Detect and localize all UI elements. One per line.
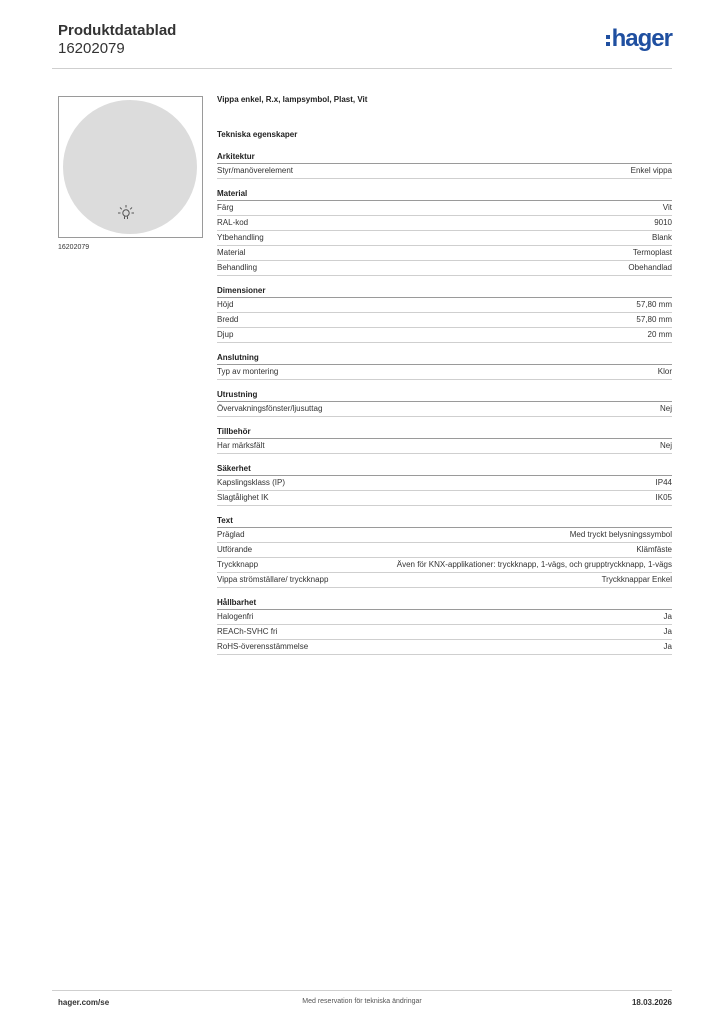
property-row <box>217 439 672 454</box>
property-label: Tryckknapp <box>217 560 259 569</box>
property-row <box>217 246 672 261</box>
document-title: Produktdatablad <box>58 22 177 39</box>
property-value: Nej <box>659 441 672 450</box>
property-value: 57,80 mm <box>636 300 672 309</box>
lamp-icon <box>117 203 135 221</box>
property-row <box>217 625 672 640</box>
property-row <box>217 558 672 573</box>
property-section <box>217 390 672 417</box>
property-value: Klor <box>657 367 672 376</box>
property-value: Enkel vippa <box>630 166 672 175</box>
hager-logo <box>606 27 672 51</box>
property-section <box>217 427 672 454</box>
property-label: Material <box>217 248 246 257</box>
document-number: 16202079 <box>58 40 125 57</box>
section-title: Anslutning <box>217 353 672 365</box>
property-section <box>217 152 672 179</box>
product-name: Vippa enkel, R.x, lampsymbol, Plast, Vit <box>217 95 368 104</box>
document-header <box>58 22 176 57</box>
property-row <box>217 491 672 506</box>
property-value: IP44 <box>655 478 672 487</box>
property-value: 57,80 mm <box>636 315 672 324</box>
property-row <box>217 298 672 313</box>
property-row <box>217 476 672 491</box>
footer-date: 18.03.2026 <box>631 998 672 1007</box>
property-value: Med tryckt belysningssymbol <box>569 530 672 539</box>
section-title: Tillbehör <box>217 427 672 439</box>
property-section <box>217 598 672 655</box>
property-value: Ja <box>663 642 672 651</box>
product-image <box>58 96 203 238</box>
property-label: RAL-kod <box>217 218 249 227</box>
property-section <box>217 286 672 343</box>
property-section <box>217 464 672 506</box>
property-label: Vippa strömställare/ tryckknapp <box>217 575 329 584</box>
section-title: Säkerhet <box>217 464 672 476</box>
property-row <box>217 573 672 588</box>
property-value: Tryckknappar Enkel <box>601 575 672 584</box>
product-content <box>217 95 672 665</box>
property-label: Djup <box>217 330 234 339</box>
section-title: Text <box>217 516 672 528</box>
property-label: Bredd <box>217 315 239 324</box>
property-value: Termoplast <box>632 248 672 257</box>
property-label: Höjd <box>217 300 234 309</box>
property-value: Blank <box>651 233 672 242</box>
property-value: Klämfäste <box>636 545 672 554</box>
property-row <box>217 231 672 246</box>
section-title: Material <box>217 189 672 201</box>
footer-website: hager.com/se <box>58 998 110 1007</box>
property-row <box>217 610 672 625</box>
logo-dots-icon <box>606 35 610 46</box>
property-value: 20 mm <box>647 330 672 339</box>
property-row <box>217 328 672 343</box>
property-value: 9010 <box>654 218 672 227</box>
section-title: Dimensioner <box>217 286 672 298</box>
property-label: Behandling <box>217 263 258 272</box>
property-row <box>217 365 672 380</box>
section-title: Arkitektur <box>217 152 672 164</box>
section-title: Utrustning <box>217 390 672 402</box>
property-row <box>217 216 672 231</box>
image-caption: 16202079 <box>58 244 90 251</box>
property-value: Även för KNX-applikationer: tryckknapp, 1-vägs, och grupptryckknapp, 1-vägs <box>396 560 672 569</box>
property-section <box>217 516 672 588</box>
property-row <box>217 313 672 328</box>
property-label: Halogenfri <box>217 612 254 621</box>
property-row <box>217 528 672 543</box>
property-row <box>217 164 672 179</box>
property-label: Ytbehandling <box>217 233 264 242</box>
property-value: Obehandlad <box>628 263 672 272</box>
property-label: Slagtålighet IK <box>217 493 269 502</box>
property-section <box>217 189 672 276</box>
property-label: Präglad <box>217 530 245 539</box>
property-label: Övervakningsfönster/ljusuttag <box>217 404 323 413</box>
footer-disclaimer: Med reservation för tekniska ändringar <box>302 998 422 1005</box>
property-label: REACh-SVHC fri <box>217 627 278 636</box>
logo-text: hager <box>611 25 672 52</box>
header-divider <box>52 68 672 69</box>
property-section <box>217 353 672 380</box>
properties-heading: Tekniska egenskaper <box>217 130 298 139</box>
property-label: Kapslingsklass (IP) <box>217 478 286 487</box>
property-value: IK05 <box>655 493 672 502</box>
property-value: Ja <box>663 612 672 621</box>
property-value: Nej <box>659 404 672 413</box>
property-label: Utförande <box>217 545 253 554</box>
property-label: Färg <box>217 203 234 212</box>
property-row <box>217 261 672 276</box>
property-value: Vit <box>662 203 672 212</box>
property-row <box>217 201 672 216</box>
properties-sections <box>217 152 672 655</box>
footer-divider <box>52 990 672 991</box>
property-row <box>217 640 672 655</box>
property-label: Har märksfält <box>217 441 265 450</box>
section-title: Hållbarhet <box>217 598 672 610</box>
property-label: RoHS-överensstämmelse <box>217 642 309 651</box>
property-value: Ja <box>663 627 672 636</box>
property-row <box>217 402 672 417</box>
property-label: Styr/manöverelement <box>217 166 294 175</box>
property-label: Typ av montering <box>217 367 279 376</box>
property-row <box>217 543 672 558</box>
